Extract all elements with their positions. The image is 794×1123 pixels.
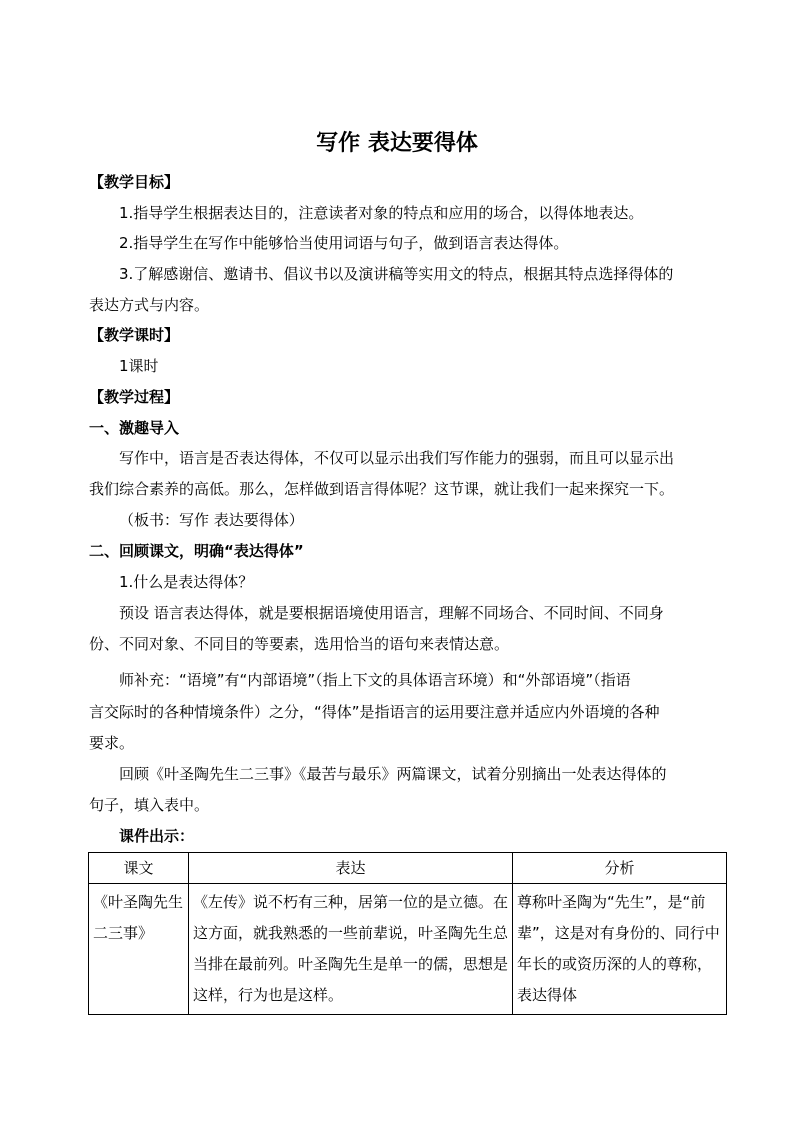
- part2-teacher-line-1: 师补充：“语境”有“内部语境”（指上下文的具体语言环境）和“外部语境”（指语: [119, 671, 631, 689]
- courseware-label: 课件出示：: [119, 827, 195, 845]
- process-heading: 【教学过程】: [89, 388, 180, 406]
- part2-preset-line-2: 份、不同对象、不同目的等要素，选用恰当的语句来表情达意。: [89, 635, 510, 653]
- hours-heading: 【教学课时】: [89, 326, 180, 344]
- goal-item-3-line-1: 3.了解感谢信、邀请书、倡议书以及演讲稿等实用文的特点，根据其特点选择得体的: [119, 265, 674, 283]
- table-header-analysis: 分析: [513, 853, 727, 884]
- hours-value: 1课时: [119, 357, 159, 375]
- table-header-row: [89, 853, 727, 884]
- table-header-expression: 表达: [189, 853, 513, 884]
- part2-question-1: 1.什么是表达得体？: [119, 573, 254, 591]
- part2-review-line-1: 回顾《叶圣陶先生二三事》《最苦与最乐》两篇课文，试着分别摘出一处表达得体的: [119, 765, 667, 783]
- part1-paragraph-line-1: 写作中，语言是否表达得体，不仅可以显示出我们写作能力的强弱，而且可以显示出: [119, 449, 675, 467]
- goal-item-3-line-2: 表达方式与内容。: [89, 296, 210, 314]
- table-cell-expression: 《左传》说不朽有三种，居第一位的是立德。在这方面，就我熟悉的一些前辈说，叶圣陶先生总当排在最前列。叶圣陶先生是单一的儒，思想是这样，行为也是这样。: [189, 884, 513, 1015]
- goal-item-1: 1.指导学生根据表达目的，注意读者对象的特点和应用的场合，以得体地表达。: [119, 204, 644, 222]
- part2-preset-line-1: 预设 语言表达得体，就是要根据语境使用语言，理解不同场合、不同时间、不同身: [119, 604, 664, 622]
- part2-teacher-line-2: 言交际时的各种情境条件）之分，“得体”是指语言的运用要注意并适应内外语境的各种: [89, 703, 660, 721]
- goals-heading: 【教学目标】: [89, 173, 180, 191]
- part1-heading: 一、激趣导入: [89, 419, 180, 437]
- document-title: 写作 表达要得体: [316, 131, 478, 156]
- table-header-text: 课文: [89, 853, 189, 884]
- part2-heading: 二、回顾课文，明确“表达得体”: [89, 542, 304, 560]
- part2-review-line-2: 句子，填入表中。: [89, 796, 210, 814]
- part1-paragraph-line-2: 我们综合素养的高低。那么，怎样做到语言得体呢？这节课，就让我们一起来探究一下。: [89, 480, 675, 498]
- part1-board-note: （板书：写作 表达要得体）: [119, 511, 304, 529]
- table-row: [89, 884, 727, 1015]
- courseware-table: [88, 852, 727, 1015]
- table-cell-text: 《叶圣陶先生二三事》: [89, 884, 189, 1015]
- goal-item-2: 2.指导学生在写作中能够恰当使用词语与句子，做到语言表达得体。: [119, 234, 569, 252]
- table-cell-analysis: 尊称叶圣陶为“先生”，是“前辈”，这是对有身份的、同行中年长的或资历深的人的尊称，表达得体: [513, 884, 727, 1015]
- part2-teacher-line-3: 要求。: [89, 734, 135, 752]
